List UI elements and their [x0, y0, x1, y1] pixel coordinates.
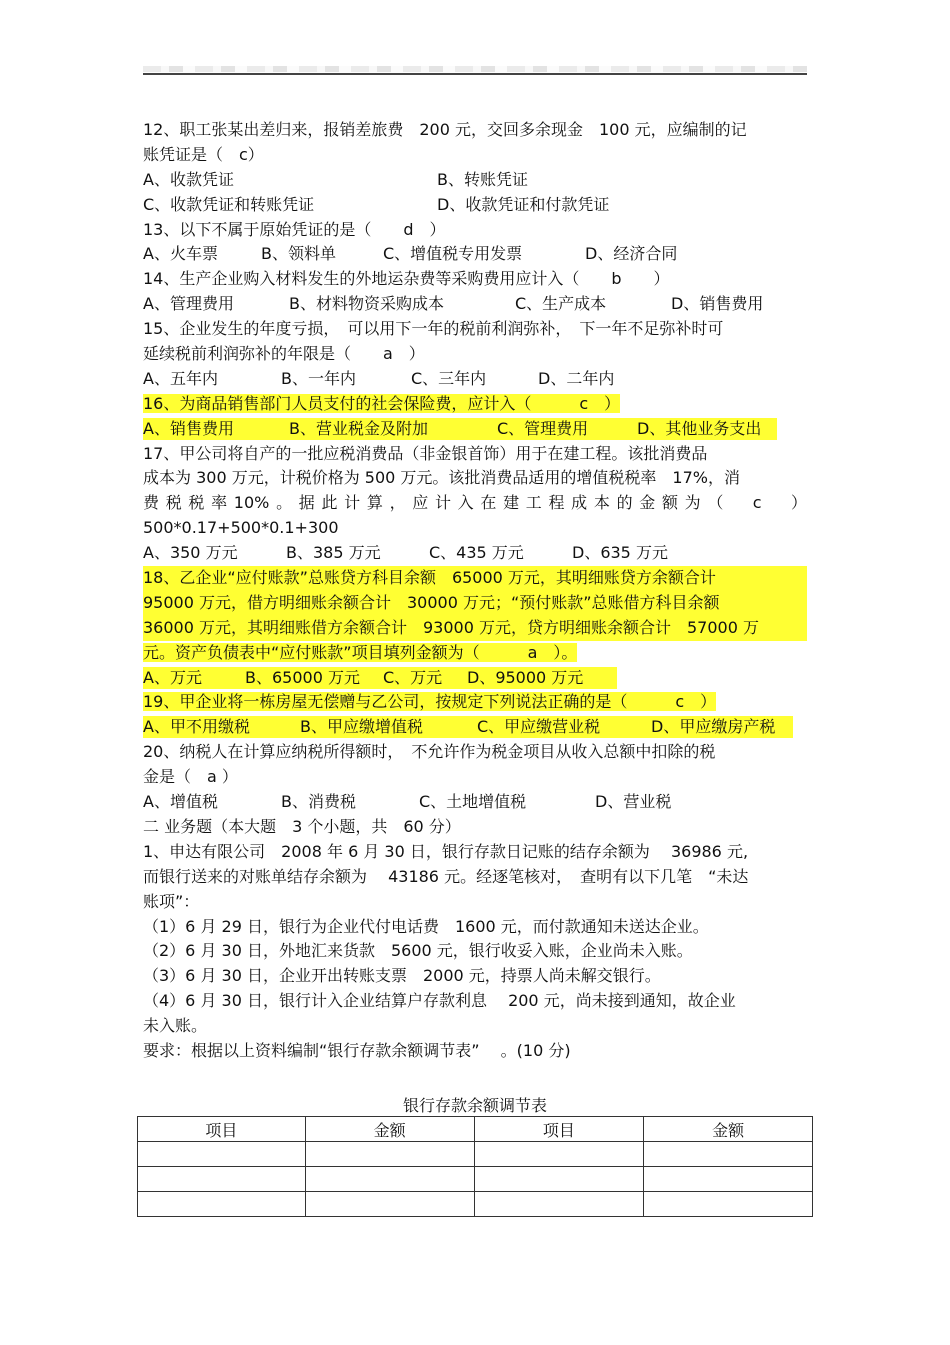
table-cell[interactable] — [474, 1192, 644, 1217]
q18-option-c: C、万元 — [383, 667, 443, 687]
q12-options-row2 — [143, 193, 807, 218]
table-cell[interactable] — [644, 1192, 813, 1217]
q13-option-d: D、经济合同 — [585, 244, 678, 264]
header-item-right: 项目 — [474, 1117, 644, 1142]
table-cell[interactable] — [644, 1142, 813, 1167]
q15-line1: 15、企业发生的年度亏损， 可以用下一年的税前利润弥补， 下一年不足弥补时可 — [143, 319, 724, 339]
q20-option-d: D、营业税 — [595, 792, 672, 812]
q16-option-c: C、管理费用 — [497, 418, 589, 438]
q12-option-b: B、转账凭证 — [437, 169, 528, 189]
q18-line1-text: 18、乙企业“应付账款”总账贷方科目余额 65000 万元，其明细账贷方余额合计 — [143, 566, 807, 591]
section2-heading: 二 业务题（本大题 3 个小题，共 60 分） — [143, 816, 461, 836]
problem1-line2: 而银行送来的对账单结存余额为 43186 元。经逐笔核对， 查明有以下几笔 “未达 — [143, 866, 749, 886]
table-cell[interactable] — [305, 1192, 474, 1217]
table-row — [138, 1142, 813, 1167]
table-cell[interactable] — [305, 1142, 474, 1167]
q18-line1 — [143, 566, 807, 591]
q20-line2: 金是（ a ） — [143, 767, 238, 787]
q20-line1: 20、纳税人在计算应纳税所得额时， 不允许作为税金项目从收入总额中扣除的税 — [143, 742, 716, 762]
q19-option-b: B、甲应缴增值税 — [300, 717, 423, 737]
table-cell[interactable] — [474, 1142, 644, 1167]
q14-options — [143, 292, 807, 317]
q13-options — [143, 242, 807, 267]
q12-option-a: A、收款凭证 — [143, 169, 234, 189]
q20-option-b: B、消费税 — [281, 792, 356, 812]
q17-line2: 成本为 300 万元，计税价格为 500 万元。该批消费品适用的增值税税率 17%，消 — [143, 468, 740, 488]
q19-options — [143, 715, 807, 740]
header-decoration — [143, 66, 807, 72]
q17-line3: 费税税率10%。据此计算，应计入在建工程成本的金额为（ c ） — [143, 493, 807, 513]
q14-option-a: A、管理费用 — [143, 294, 234, 314]
q19-option-a: A、甲不用缴税 — [143, 717, 250, 737]
table-header-row — [138, 1117, 813, 1142]
q12-options-row1 — [143, 168, 807, 193]
header-amount-right: 金额 — [644, 1117, 813, 1142]
q18-line2 — [143, 591, 807, 616]
table-cell[interactable] — [305, 1167, 474, 1192]
q15-option-b: B、一年内 — [281, 368, 356, 388]
problem1-line1: 1、申达有限公司 2008 年 6 月 30 日，银行存款日记账的结存余额为 36986 元, — [143, 841, 749, 861]
q16-option-a: A、销售费用 — [143, 418, 234, 438]
problem1-item3: （3）6 月 30 日，企业开出转账支票 2000 元，持票人尚未解交银行。 — [143, 966, 661, 986]
q18-line4-text: 元。资产负债表中“应付账款”项目填列金额为（ a ）。 — [143, 642, 578, 662]
q18-option-a: A、万元 — [143, 667, 202, 687]
q19-question — [143, 690, 807, 715]
table-cell[interactable] — [644, 1167, 813, 1192]
q18-line2-text: 95000 万元，借方明细账余额合计 30000 万元；“预付账款”总账借方科目余额 — [143, 591, 807, 616]
table-cell[interactable] — [138, 1192, 306, 1217]
header-rule — [143, 73, 807, 75]
problem1-item4-line1: （4）6 月 30 日，银行计入企业结算户存款利息 200 元，尚未接到通知，故企业 — [143, 991, 736, 1011]
q18-line4 — [143, 641, 807, 666]
q16-options — [143, 417, 807, 442]
q19-option-c: C、甲应缴营业税 — [477, 717, 601, 737]
q19-question-text: 19、甲企业将一栋房屋无偿赠与乙公司，按规定下列说法正确的是（ c ） — [143, 692, 717, 712]
document-body — [143, 118, 807, 1064]
q20-option-c: C、土地增值税 — [419, 792, 527, 812]
q14-question: 14、生产企业购入材料发生的外地运杂费等采购费用应计入（ b ） — [143, 269, 670, 289]
problem1-requirement: 要求：根据以上资料编制“银行存款余额调节表” 。(10 分) — [143, 1040, 571, 1060]
q16-question — [143, 392, 807, 417]
q17-line4: 500*0.17+500*0.1+300 — [143, 518, 339, 538]
q18-options — [143, 666, 807, 691]
q17-line1: 17、甲公司将自产的一批应税消费品（非金银首饰）用于在建工程。该批消费品 — [143, 443, 708, 463]
q18-line3 — [143, 616, 807, 641]
problem1-item1: （1）6 月 29 日，银行为企业代付电话费 1600 元，而付款通知未送达企业。 — [143, 916, 709, 936]
q17-option-a: A、350 万元 — [143, 543, 238, 563]
q15-option-c: C、三年内 — [411, 368, 487, 388]
q13-option-a: A、火车票 — [143, 244, 218, 264]
table-row — [138, 1167, 813, 1192]
problem1-line3: 账项”： — [143, 891, 200, 911]
reconciliation-table — [137, 1116, 813, 1217]
q18-option-d: D、95000 万元 — [467, 667, 584, 687]
problem1-item2: （2）6 月 30 日，外地汇来货款 5600 元，银行收妥入账，企业尚未入账。 — [143, 941, 693, 961]
table-cell[interactable] — [138, 1167, 306, 1192]
q17-option-d: D、635 万元 — [572, 543, 668, 563]
q15-options — [143, 367, 807, 392]
table-title: 银行存款余额调节表 — [402, 1096, 547, 1115]
q17-option-c: C、435 万元 — [429, 543, 524, 563]
q18-line3-text: 36000 万元，其明细账借方余额合计 93000 万元，贷方明细账余额合计 57000 万 — [143, 616, 807, 641]
q15-option-d: D、二年内 — [538, 368, 615, 388]
q15-option-a: A、五年内 — [143, 368, 218, 388]
q19-option-d: D、甲应缴房产税 — [651, 717, 776, 737]
q16-question-text: 16、为商品销售部门人员支付的社会保险费，应计入（ c ） — [143, 393, 621, 413]
q17-option-b: B、385 万元 — [286, 543, 381, 563]
q15-line2: 延续税前利润弥补的年限是（ a ） — [143, 344, 425, 364]
header-amount-left: 金额 — [305, 1117, 474, 1142]
q16-option-b: B、营业税金及附加 — [289, 418, 428, 438]
table-cell[interactable] — [474, 1167, 644, 1192]
q14-option-b: B、材料物资采购成本 — [289, 294, 444, 314]
q12-line1: 12、职工张某出差归来，报销差旅费 200 元，交回多余现金 100 元，应编制的记 — [143, 120, 747, 139]
q12-option-d: D、收款凭证和付款凭证 — [437, 194, 610, 214]
problem1-item4-line2: 未入账。 — [143, 1016, 208, 1036]
q12-line2: 账凭证是（ c） — [143, 144, 264, 164]
q18-option-b: B、65000 万元 — [245, 667, 360, 687]
header-item-left: 项目 — [138, 1117, 306, 1142]
q17-options — [143, 541, 807, 566]
q20-option-a: A、增值税 — [143, 792, 218, 812]
q13-option-c: C、增值税专用发票 — [383, 244, 523, 264]
q13-question: 13、以下不属于原始凭证的是（ d ） — [143, 219, 446, 239]
q13-option-b: B、领料单 — [261, 244, 336, 264]
q14-option-c: C、生产成本 — [515, 294, 607, 314]
q14-option-d: D、销售费用 — [671, 294, 764, 314]
q20-options — [143, 790, 807, 815]
q16-option-d: D、其他业务支出 — [637, 418, 762, 438]
table-cell[interactable] — [138, 1142, 306, 1167]
table-row — [138, 1192, 813, 1217]
q12-option-c: C、收款凭证和转账凭证 — [143, 194, 315, 214]
